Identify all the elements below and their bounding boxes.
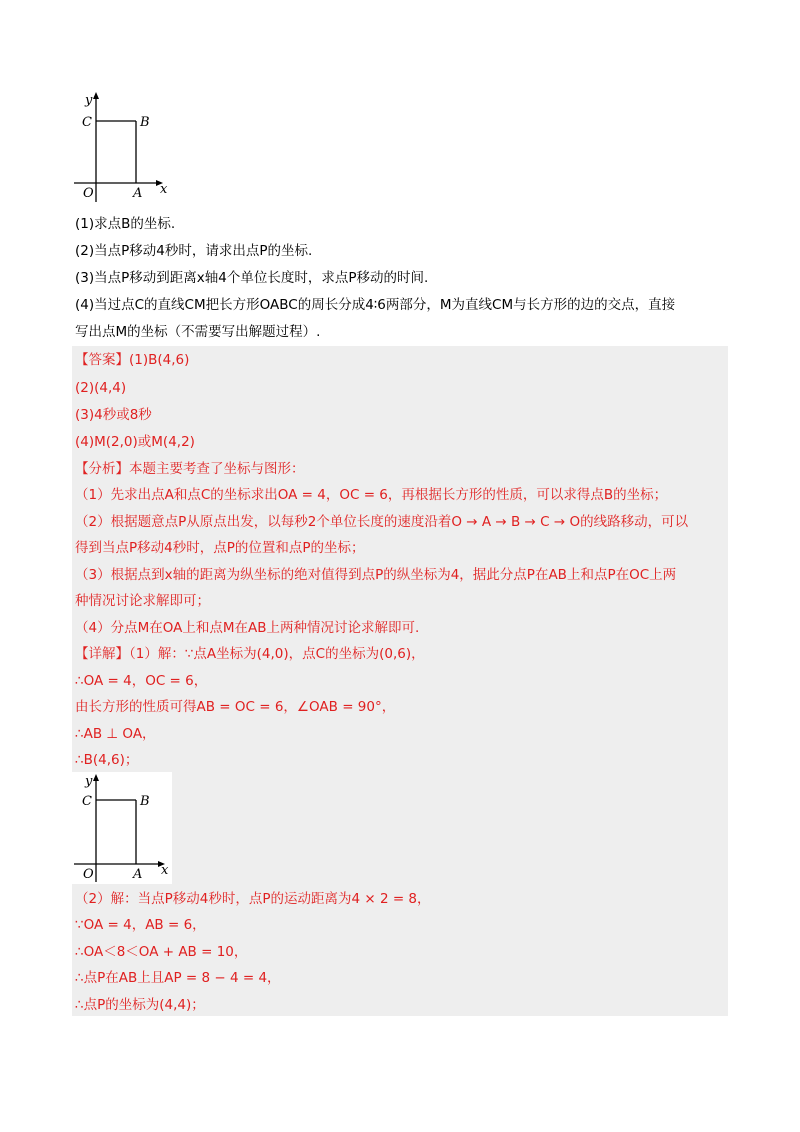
question-1: (1)求点B的坐标. (75, 216, 176, 232)
answer-line-2: (2)(4,4) (75, 380, 127, 396)
detail-line-5: ∴B(4,6)； (75, 752, 139, 768)
detail-part2-line-2: ∵OA = 4，AB = 6， (75, 917, 206, 933)
answer-line-3: (3)4秒或8秒 (75, 407, 152, 423)
point-o-label-2: O (83, 867, 94, 882)
detail-part2-line-3: ∴OA＜8＜OA + AB = 10， (75, 944, 248, 960)
detail-part2-line-1: （2）解：当点P移动4秒时，点P的运动距离为4 × 2 = 8， (75, 891, 431, 907)
detail-line-3: 由长方形的性质可得AB = OC = 6，∠OAB = 90°， (75, 699, 396, 715)
axis-x-label-2: x (161, 863, 169, 878)
rectangle-diagram (72, 90, 182, 205)
question-4-line-1: (4)当过点C的直线CM把长方形OABC的周长分成4∶6两部分，M为直线CM与长方形的边的交点，直接 (75, 297, 676, 313)
detail-part2-line-5: ∴点P的坐标为(4,4)； (75, 997, 205, 1013)
rectangle-diagram-2 (72, 772, 172, 884)
answer-line-1: 【答案】(1)B(4,6) (75, 352, 190, 368)
question-4-line-2: 写出点M的坐标（不需要写出解题过程）. (75, 324, 321, 340)
question-3: (3)当点P移动到距离x轴4个单位长度时，求点P移动的时间. (75, 270, 429, 286)
analysis-line-6: （4）分点M在OA上和点M在AB上两种情况讨论求解即可. (75, 620, 420, 636)
detail-line-4: ∴AB ⊥ OA， (75, 726, 156, 742)
axis-y-label-2: y (85, 774, 93, 789)
point-c-label: C (82, 115, 92, 130)
detail-line-2: ∴OA = 4，OC = 6， (75, 673, 208, 689)
analysis-line-2: （2）根据题意点P从原点出发，以每秒2个单位长度的速度沿着O → A → B → C → O的线路移动，可以 (75, 514, 689, 530)
axis-x-label: x (160, 182, 168, 197)
point-a-label-2: A (133, 867, 143, 882)
analysis-title: 【分析】本题主要考查了坐标与图形： (75, 461, 305, 477)
answer-line-4: (4)M(2,0)或M(4,2) (75, 434, 195, 450)
coordinate-figure-2 (72, 772, 172, 884)
analysis-line-3: 得到当点P移动4秒时，点P的位置和点P的坐标； (75, 540, 365, 556)
analysis-line-4: （3）根据点到x轴的距离为纵坐标的绝对值得到点P的纵坐标为4，据此分点P在AB上和点P在OC上两 (75, 567, 677, 583)
axis-y-label: y (85, 93, 93, 108)
point-o-label: O (83, 186, 94, 201)
detail-part2-line-4: ∴点P在AB上且AP = 8 − 4 = 4， (75, 970, 281, 986)
point-b-label-2: B (140, 794, 150, 809)
point-c-label-2: C (82, 794, 92, 809)
question-2: (2)当点P移动4秒时，请求出点P的坐标. (75, 243, 313, 259)
analysis-line-1: （1）先求出点A和点C的坐标求出OA = 4，OC = 6，再根据长方形的性质，可以求得点B的坐标； (75, 487, 668, 503)
analysis-line-5: 种情况讨论求解即可； (75, 593, 210, 609)
point-a-label: A (133, 186, 143, 201)
point-b-label: B (140, 115, 150, 130)
detail-line-1: 【详解】（1）解：∵点A坐标为(4,0)，点C的坐标为(0,6)， (75, 646, 425, 662)
coordinate-figure (72, 90, 182, 205)
